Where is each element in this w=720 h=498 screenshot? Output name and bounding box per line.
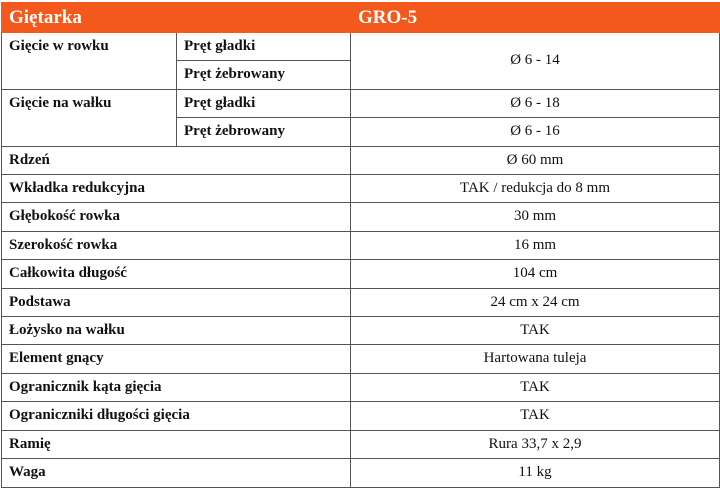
- product-label-cell: Giętarka: [2, 3, 351, 33]
- spec-label: Łożysko na wałku: [2, 317, 351, 345]
- table-row: [2, 373, 720, 401]
- roller-ribbed-value: Ø 6 - 16: [351, 118, 720, 146]
- spec-label: Głębokość rowka: [2, 203, 351, 231]
- spec-value: Ø 60 mm: [351, 146, 720, 174]
- spec-value: Rura 33,7 x 2,9: [351, 430, 720, 458]
- spec-value: TAK: [351, 373, 720, 401]
- spec-value: 11 kg: [351, 459, 720, 487]
- spec-value: 30 mm: [351, 203, 720, 231]
- spec-label: Waga: [2, 459, 351, 487]
- table-row: [2, 175, 720, 203]
- groove-smooth-bar-label: Pręt gładki: [177, 33, 351, 61]
- table-row: [2, 89, 720, 117]
- spec-value: 24 cm x 24 cm: [351, 288, 720, 316]
- header-row: [2, 3, 720, 33]
- roller-smooth-value: Ø 6 - 18: [351, 89, 720, 117]
- spec-label: Całkowita długość: [2, 260, 351, 288]
- spec-label: Rdzeń: [2, 146, 351, 174]
- table-row: [2, 231, 720, 259]
- table-row: [2, 203, 720, 231]
- groove-bending-label: Gięcie w rowku: [2, 33, 177, 90]
- roller-bending-label: Gięcie na wałku: [2, 89, 177, 146]
- spec-value: 16 mm: [351, 231, 720, 259]
- table-row: [2, 288, 720, 316]
- spec-label: Ogranicznik kąta gięcia: [2, 373, 351, 401]
- table-row: [2, 260, 720, 288]
- spec-label: Wkładka redukcyjna: [2, 175, 351, 203]
- spec-label: Szerokość rowka: [2, 231, 351, 259]
- spec-value: 104 cm: [351, 260, 720, 288]
- model-cell: GRO-5: [351, 3, 720, 33]
- table-row: [2, 459, 720, 487]
- table-row: [2, 402, 720, 430]
- spec-label: Element gnący: [2, 345, 351, 373]
- spec-value: Hartowana tuleja: [351, 345, 720, 373]
- table-row: [2, 345, 720, 373]
- table-row: [2, 317, 720, 345]
- spec-label: Podstawa: [2, 288, 351, 316]
- groove-bending-value: Ø 6 - 14: [351, 33, 720, 90]
- roller-ribbed-bar-label: Pręt żebrowany: [177, 118, 351, 146]
- spec-label: Ograniczniki długości gięcia: [2, 402, 351, 430]
- table-row: [2, 33, 720, 61]
- spec-value: TAK: [351, 317, 720, 345]
- spec-value: TAK / redukcja do 8 mm: [351, 175, 720, 203]
- table-row: [2, 430, 720, 458]
- spec-label: Ramię: [2, 430, 351, 458]
- groove-ribbed-bar-label: Pręt żebrowany: [177, 61, 351, 89]
- spec-table: [1, 2, 720, 488]
- table-row: [2, 146, 720, 174]
- spec-value: TAK: [351, 402, 720, 430]
- roller-smooth-bar-label: Pręt gładki: [177, 89, 351, 117]
